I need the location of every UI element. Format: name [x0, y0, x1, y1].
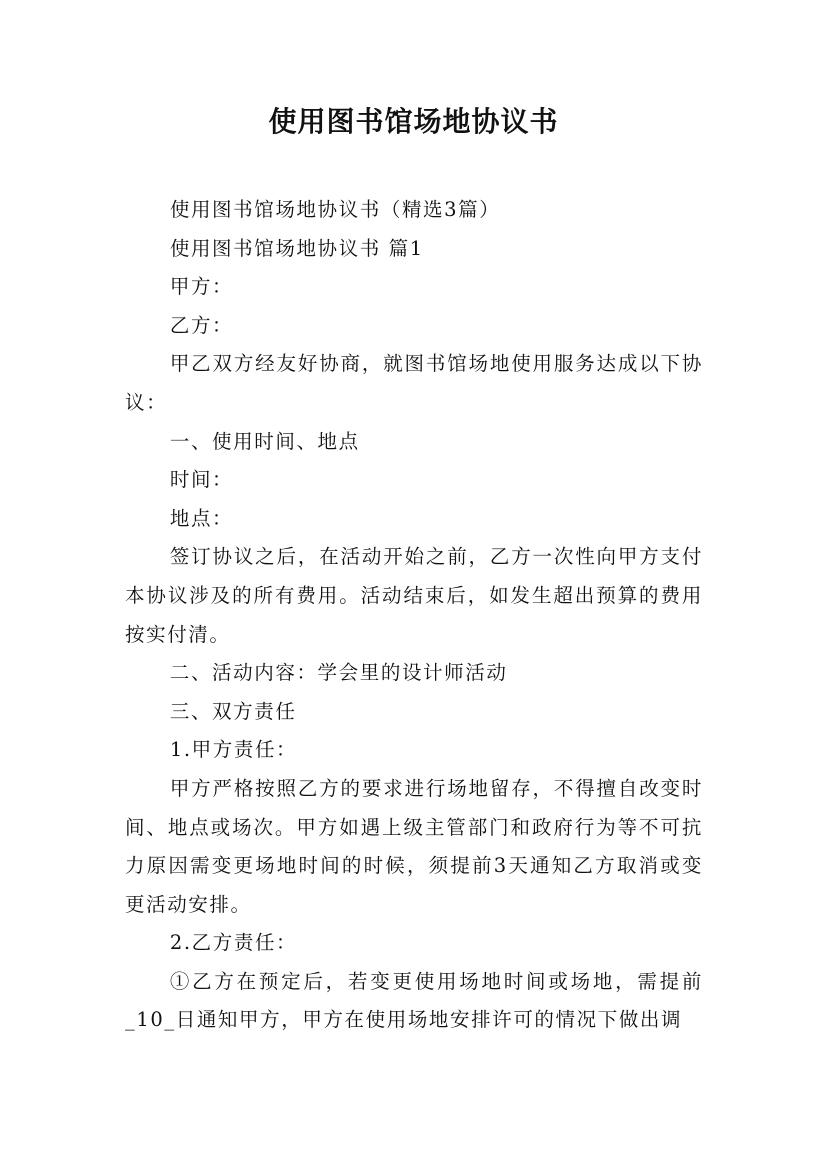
paragraph-payment: 签订协议之后，在活动开始之前，乙方一次性向甲方支付本协议涉及的所有费用。活动结束后，如发生超出预算的费用按实付清。	[125, 545, 703, 646]
paragraph-clause-1-heading: 一、使用时间、地点	[169, 429, 360, 453]
document-title: 使用图书馆场地协议书	[268, 105, 559, 138]
paragraph-party-b-duty-1: ①乙方在预定后，若变更使用场地时间或场地，需提前_10_日通知甲方，甲方在使用场地安排许可的情况下做出调	[125, 969, 703, 1032]
paragraph-subtitle: 使用图书馆场地协议书（精选3篇）	[169, 198, 501, 221]
paragraph-party-a: 甲方：	[169, 275, 234, 299]
paragraph-location: 地点：	[169, 506, 234, 530]
paragraph-party-b: 乙方：	[169, 313, 234, 337]
paragraph-party-a-duty-heading: 1.甲方责任：	[169, 738, 298, 762]
paragraph-party-a-duty: 甲方严格按照乙方的要求进行场地留存，不得擅自改变时间、地点或场次。甲方如遇上级主管部门和政府行为等不可抗力原因需变更场地时间的时候，须提前3天通知乙方取消或变更活动安排。	[125, 776, 703, 916]
paragraph-agreement-intro: 甲乙双方经友好协商，就图书馆场地使用服务达成以下协议：	[125, 352, 703, 414]
paragraph-time: 时间：	[169, 468, 234, 492]
paragraph-section-heading: 使用图书馆场地协议书 篇1	[169, 236, 424, 260]
paragraph-clause-3-heading: 三、双方责任	[169, 699, 297, 723]
paragraph-clause-2-heading: 二、活动内容：学会里的设计师活动	[169, 661, 508, 685]
document-body	[125, 191, 703, 1040]
paragraph-party-b-duty-heading: 2.乙方责任：	[169, 931, 298, 955]
